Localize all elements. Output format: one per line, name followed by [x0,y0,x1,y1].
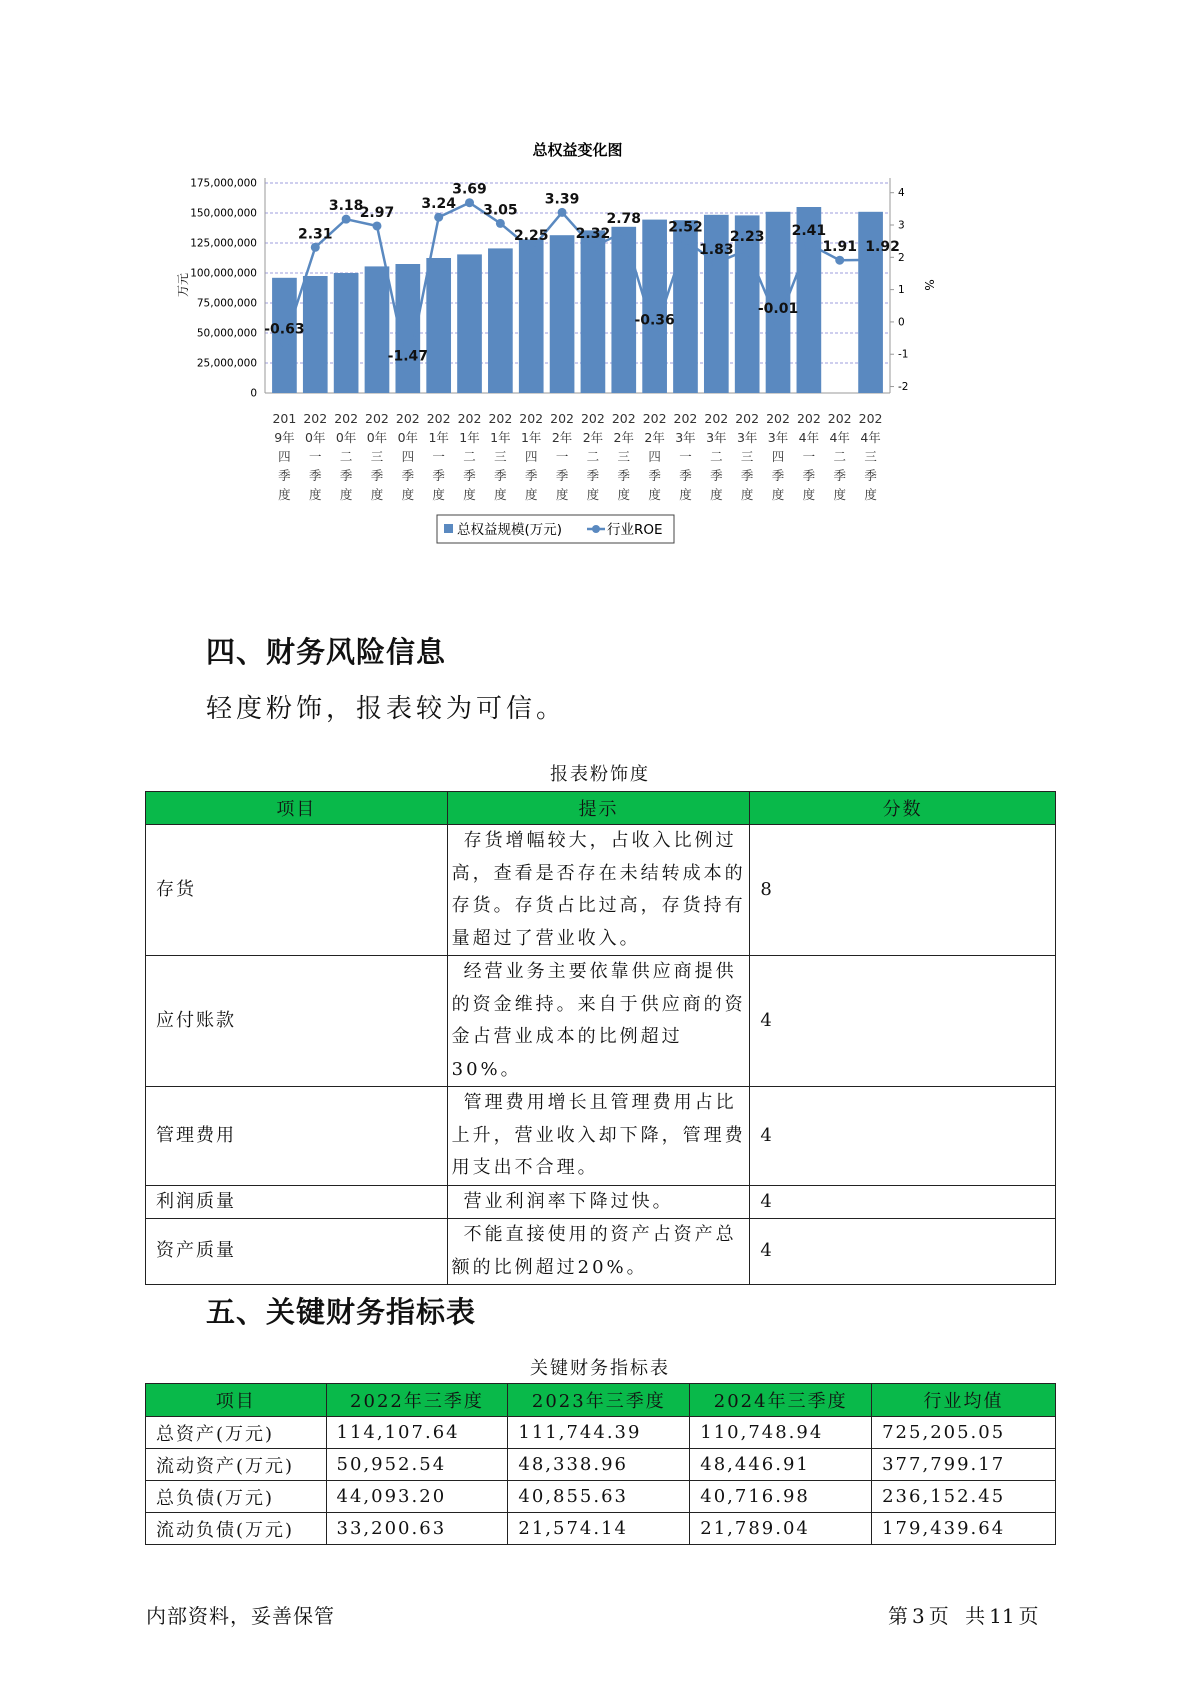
kpi-value: 40,716.98 [690,1481,872,1513]
y-right-tick: 0 [898,316,905,329]
roe-data-label: 1.92 [865,238,900,255]
y-right-tick: -1 [898,348,909,361]
x-tick-label: 202 [395,411,420,426]
x-tick-label: 202 [704,411,729,426]
table-row [146,1513,1056,1545]
col-header: 项目 [146,1384,327,1417]
roe-data-label: 2.78 [606,211,642,228]
x-tick-label: 202 [550,411,575,426]
x-tick-label: 四 [648,449,661,464]
x-tick-label: 三 [740,449,754,464]
table-row [146,1481,1056,1513]
kpi-item: 总资产(万元) [146,1417,327,1449]
bar-equity [457,254,482,393]
risk-summary: 轻度粉饰，报表较为可信。 [206,694,567,724]
x-tick-label: 季 [679,468,692,483]
bar-equity [519,239,544,393]
x-tick-label: 季 [524,468,538,483]
x-tick-label: 季 [339,468,353,483]
kpi-table [145,1383,1056,1545]
roe-point [342,215,351,224]
x-tick-label: 四 [278,449,291,464]
y-left-tick: 0 [250,387,257,400]
kpi-value: 236,152.45 [872,1481,1056,1513]
y-left-tick: 25,000,000 [196,357,257,370]
risk-score: 8 [750,825,1056,956]
x-tick-label: 202 [827,411,852,426]
x-tick-label: 四 [771,449,785,464]
y-left-tick: 75,000,000 [196,297,257,310]
x-tick-label: 度 [463,487,476,502]
roe-data-label: 2.32 [575,225,611,242]
x-tick-label: 季 [617,468,631,483]
x-tick-label: 202 [457,411,482,426]
risk-score: 4 [750,1185,1056,1219]
col-header: 项目 [146,792,448,825]
x-tick-label: 202 [735,411,760,426]
y-right-tick: 2 [898,251,905,264]
kpi-item: 流动负债(万元) [146,1513,327,1545]
x-tick-label: 3年 [706,430,727,445]
x-tick-label: 1年 [490,430,511,445]
equity-chart-svg [170,140,1030,600]
x-tick-label: 3年 [736,430,758,445]
x-tick-label: 季 [648,468,661,483]
x-tick-label: 202 [673,411,698,426]
bar-equity [581,230,606,393]
page-mid: 页 [928,1604,949,1628]
roe-data-label: -0.01 [757,301,799,318]
x-tick-label: 三 [617,449,631,464]
x-tick-label: 度 [524,487,538,502]
risk-score: 4 [750,956,1056,1087]
x-tick-label: 度 [432,487,445,502]
x-tick-label: 202 [426,411,451,426]
risk-table-header [146,792,1056,825]
x-tick-label: 四 [524,449,538,464]
y-left-tick: 175,000,000 [190,177,257,190]
risk-hint: 经营业务主要依靠供应商提供的资金维持。来自于供应商的资金占营业成本的比例超过30%。 [447,956,750,1087]
risk-table-caption: 报表粉饰度 [550,764,650,785]
x-tick-label: 201 [272,411,297,426]
col-header: 行业均值 [872,1384,1056,1417]
x-tick-label: 4年 [798,430,820,445]
risk-item: 存货 [146,825,448,956]
roe-data-label: 1.83 [699,241,734,258]
x-tick-label: 季 [771,468,785,483]
x-tick-label: 季 [740,468,754,483]
x-tick-label: 0年 [366,430,388,445]
x-tick-label: 0年 [305,430,326,445]
risk-item: 利润质量 [146,1185,448,1219]
x-tick-label: 季 [309,468,322,483]
roe-point [650,329,659,338]
x-tick-label: 度 [309,487,322,502]
x-tick-label: 202 [611,411,636,426]
roe-point [681,236,690,245]
page-prefix: 第 [888,1604,908,1628]
roe-point [712,258,721,267]
risk-item: 应付账款 [146,956,448,1087]
col-header: 提示 [447,792,750,825]
roe-point [372,221,381,230]
table-row [146,1417,1056,1449]
roe-point [743,245,752,254]
table-row [146,1449,1056,1481]
x-tick-label: 度 [833,487,846,502]
kpi-value: 21,574.14 [508,1513,690,1545]
x-tick-label: 季 [494,468,507,483]
kpi-value: 725,205.05 [872,1417,1056,1449]
x-tick-label: 0年 [335,430,357,445]
x-tick-label: 度 [617,487,631,502]
kpi-value: 114,107.64 [326,1417,508,1449]
risk-hint: 不能直接使用的资产占资产总额的比例超过20%。 [447,1219,750,1285]
x-tick-label: 度 [802,487,816,502]
legend-equity-label: 总权益规模(万元) [457,522,563,538]
y-left-tick: 50,000,000 [196,327,257,340]
x-tick-label: 2年 [613,430,635,445]
x-tick-label: 季 [432,468,445,483]
risk-score: 4 [750,1087,1056,1186]
section5-heading: 五、关键财务指标表 [206,1295,477,1329]
x-tick-label: 二 [463,449,476,464]
x-tick-label: 度 [740,487,754,502]
x-tick-label: 二 [339,449,353,464]
x-tick-label: 度 [278,487,291,502]
kpi-value: 33,200.63 [326,1513,508,1545]
risk-table [145,791,1056,1285]
risk-hint: 营业利润率下降过快。 [447,1185,750,1219]
roe-data-label: -1.47 [387,348,429,365]
x-tick-label: 季 [802,468,816,483]
x-tick-label: 9年 [274,430,295,445]
kpi-item: 总负债(万元) [146,1481,327,1513]
roe-data-label: 3.69 [452,181,487,198]
x-tick-label: 202 [303,411,328,426]
roe-point [558,208,567,217]
x-tick-label: 0年 [397,430,419,445]
bar-equity [365,266,390,393]
x-tick-label: 1年 [520,430,542,445]
kpi-value: 48,446.91 [690,1449,872,1481]
total-suffix: 页 [1018,1604,1039,1628]
table-row [146,825,1056,956]
y-right-tick: 1 [898,284,905,297]
table-row [146,1087,1056,1186]
section4-heading: 四、财务风险信息 [206,635,447,669]
x-tick-label: 一 [555,449,569,464]
x-tick-label: 1年 [428,430,449,445]
x-tick-label: 一 [679,449,692,464]
x-tick-label: 202 [796,411,821,426]
x-tick-label: 2年 [644,430,665,445]
x-tick-label: 2年 [582,430,604,445]
kpi-value: 377,799.17 [872,1449,1056,1481]
bar-equity [426,258,451,393]
roe-point [804,240,813,249]
roe-point [434,213,443,222]
y-left-tick: 100,000,000 [190,267,257,280]
page-no: 3 [912,1604,925,1628]
x-tick-label: 三 [864,449,877,464]
x-tick-label: 202 [365,411,389,426]
x-tick-label: 202 [580,411,605,426]
x-tick-label: 3年 [767,430,789,445]
x-tick-label: 二 [710,449,723,464]
y-right-label: % [922,279,936,291]
bar-equity [550,235,575,393]
x-tick-label: 4年 [860,430,881,445]
risk-hint: 存货增幅较大，占收入比例过高，查看是否存在未结转成本的存货。存货占比过高，存货持有量超过了营业收入。 [447,825,750,956]
x-tick-label: 度 [710,487,723,502]
y-right-tick: 3 [898,219,905,232]
roe-point [774,318,783,327]
x-tick-label: 季 [586,468,600,483]
x-tick-label: 三 [370,449,384,464]
kpi-value: 44,093.20 [326,1481,508,1513]
risk-hint: 管理费用增长且管理费用占比上升，营业收入却下降，管理费用支出不合理。 [447,1087,750,1186]
roe-point [588,242,597,251]
risk-score: 4 [750,1219,1056,1285]
kpi-table-caption: 关键财务指标表 [530,1358,670,1379]
kpi-value: 21,789.04 [690,1513,872,1545]
roe-data-label: -0.36 [634,312,675,329]
x-tick-label: 1年 [459,430,480,445]
x-tick-label: 202 [766,411,790,426]
y-left-tick: 125,000,000 [190,237,257,250]
roe-point [496,219,505,228]
x-tick-label: 度 [494,487,507,502]
legend-bar-swatch [444,524,453,533]
x-tick-label: 度 [864,487,877,502]
x-tick-label: 度 [555,487,569,502]
x-tick-label: 202 [519,411,544,426]
bar-equity [334,273,359,393]
kpi-value: 111,744.39 [508,1417,690,1449]
roe-data-label: 1.91 [822,239,857,256]
x-tick-label: 三 [494,449,507,464]
y-left-label: 万元 [176,272,190,298]
table-row [146,1219,1056,1285]
kpi-value: 40,855.63 [508,1481,690,1513]
roe-data-label: 2.31 [298,226,333,243]
risk-item: 资产质量 [146,1219,448,1285]
table-row [146,1185,1056,1219]
x-tick-label: 一 [309,449,322,464]
col-header: 分数 [750,792,1056,825]
x-tick-label: 一 [802,449,816,464]
y-left-tick: 150,000,000 [190,207,257,220]
x-tick-label: 4年 [829,430,850,445]
legend-roe-label: 行业ROE [607,522,663,538]
roe-data-label: 3.39 [544,191,580,208]
x-tick-label: 202 [488,411,513,426]
x-tick-label: 季 [864,468,877,483]
roe-data-label: 2.25 [513,228,549,245]
x-tick-label: 度 [370,487,384,502]
x-tick-label: 度 [679,487,692,502]
kpi-item: 流动资产(万元) [146,1449,327,1481]
roe-data-label: -0.63 [264,321,305,338]
roe-point [403,365,412,374]
total-no: 11 [989,1604,1015,1628]
roe-point [280,338,289,347]
roe-point [619,228,628,237]
col-header: 2022年三季度 [326,1384,508,1417]
x-tick-label: 季 [555,468,569,483]
kpi-value: 179,439.64 [872,1513,1056,1545]
x-tick-label: 度 [586,487,600,502]
x-tick-label: 一 [432,449,445,464]
x-tick-label: 202 [334,411,359,426]
x-tick-label: 季 [833,468,846,483]
x-tick-label: 四 [401,449,415,464]
roe-point [311,243,320,252]
table-row [146,956,1056,1087]
col-header: 2024年三季度 [690,1384,872,1417]
bar-equity [611,227,636,393]
x-tick-label: 度 [648,487,661,502]
x-tick-label: 二 [586,449,600,464]
kpi-value: 110,748.94 [690,1417,872,1449]
x-tick-label: 度 [401,487,415,502]
footer-confidential: 内部资料，妥善保管 [146,1604,335,1628]
x-tick-label: 3年 [675,430,696,445]
y-right-tick: -2 [898,381,909,394]
roe-data-label: 3.24 [421,196,456,213]
roe-point [465,198,474,207]
x-tick-label: 度 [339,487,353,502]
x-tick-label: 季 [710,468,723,483]
risk-item: 管理费用 [146,1087,448,1186]
roe-data-label: 3.18 [328,198,364,215]
roe-data-label: 3.05 [483,202,518,219]
x-tick-label: 季 [278,468,291,483]
col-header: 2023年三季度 [508,1384,690,1417]
y-right-tick: 4 [898,187,905,200]
footer-page-number [886,1600,1041,1629]
legend-line-marker [592,525,600,533]
x-tick-label: 二 [833,449,846,464]
roe-point [866,255,875,264]
bar-equity [303,276,328,393]
chart-title: 总权益变化图 [532,141,623,159]
roe-data-label: 2.41 [791,223,827,240]
x-tick-label: 202 [858,411,883,426]
x-tick-label: 2年 [551,430,573,445]
total-prefix: 共 [965,1604,986,1628]
x-tick-label: 季 [370,468,384,483]
kpi-value: 50,952.54 [326,1449,508,1481]
x-tick-label: 度 [771,487,785,502]
roe-data-label: 2.23 [729,228,765,245]
bar-equity [488,248,513,393]
equity-chart [170,140,1030,600]
kpi-value: 48,338.96 [508,1449,690,1481]
x-tick-label: 季 [401,468,415,483]
x-tick-label: 202 [642,411,667,426]
roe-data-label: 2.52 [668,219,703,236]
roe-data-label: 2.97 [359,204,395,221]
roe-point [527,245,536,254]
x-tick-label: 季 [463,468,476,483]
kpi-table-header [146,1384,1056,1417]
roe-point [835,256,844,265]
